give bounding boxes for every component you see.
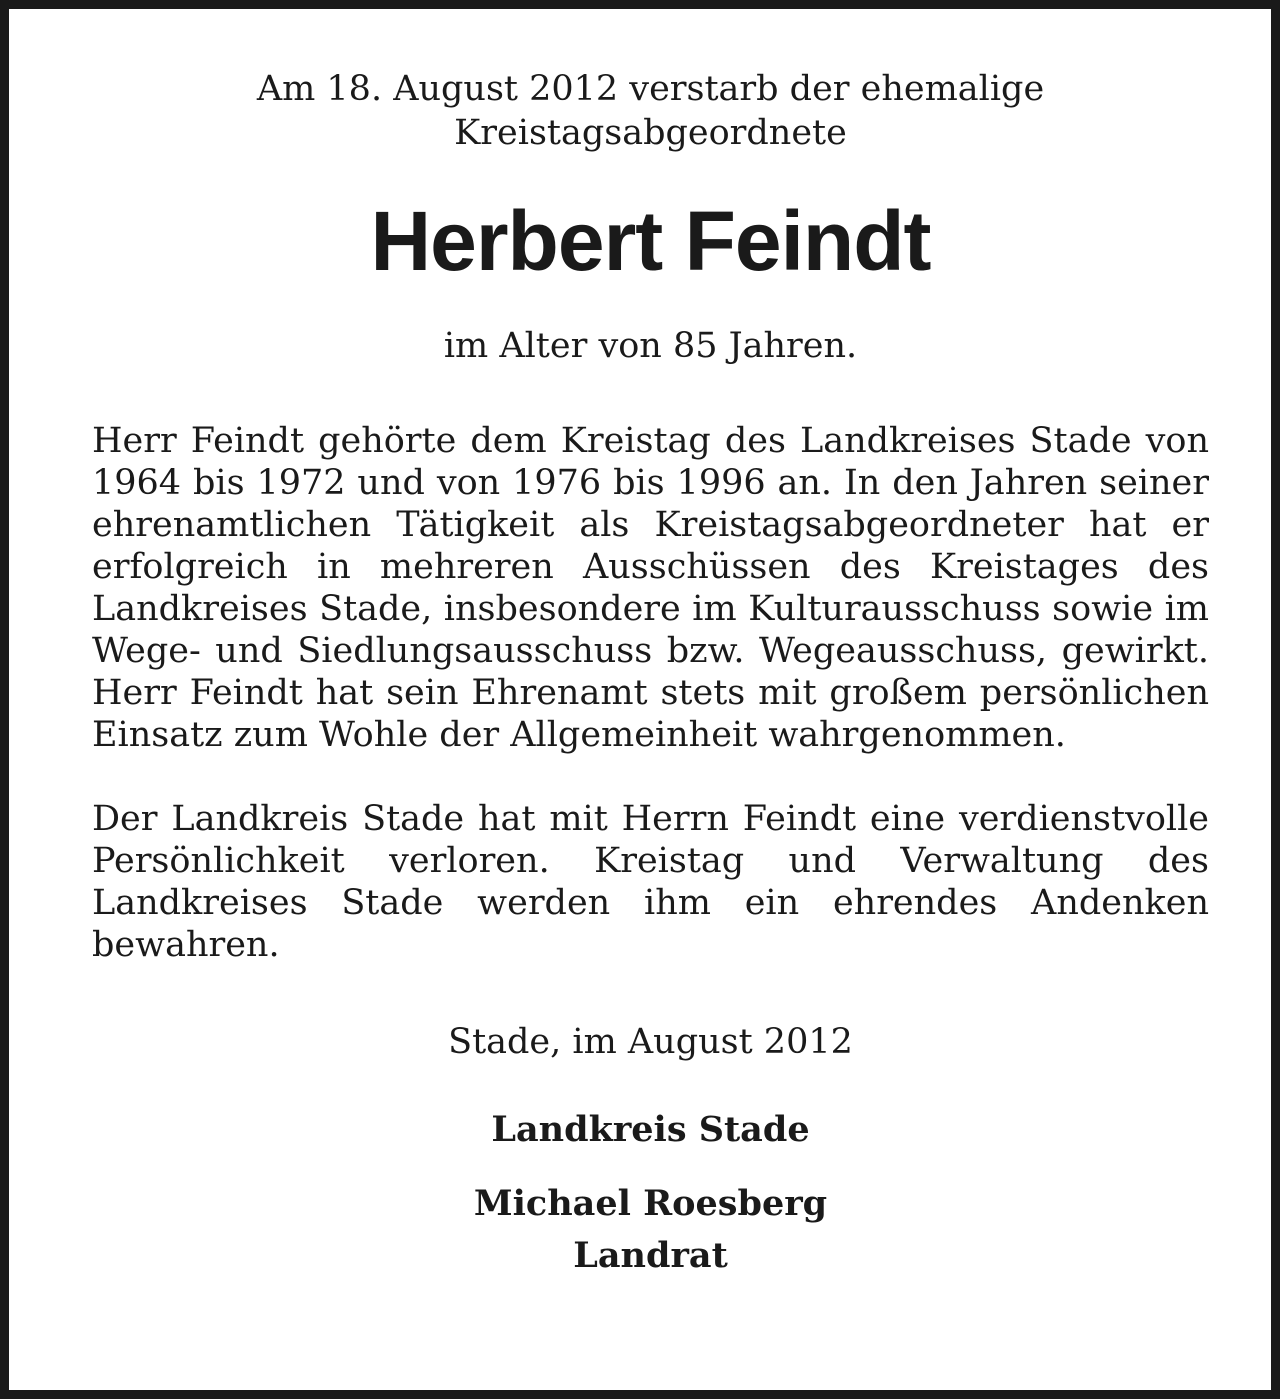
place-date: Stade, im August 2012 [448,1022,853,1062]
notice-content [92,67,1209,1282]
paragraph-service: Herr Feindt gehörte dem Kreistag des Landkreises Stade von 1964 bis 1972 und von 1976 bis 1996 an. In den Jahren seiner ehrenamtlichen Tätigkeit als Kreistagsabgeordneter hat er erfolgreich in mehreren Ausschüssen des Kreistages des Landkreises Stade, insbesondere im Kulturausschuss sowie im Wege- und Siedlungsausschuss bzw. Wegeausschuss, gewirkt. Herr Feindt hat sein Ehrenamt stets mit großem persönlichen Einsatz zum Wohle der Allgemeinheit wahrgenommen. [92,421,1209,755]
intro-line-1: Am 18. August 2012 verstarb der ehemalige [256,69,1045,109]
organization-name: Landkreis Stade [491,1109,810,1150]
paragraph-tribute: Der Landkreis Stade hat mit Herrn Feindt eine verdienstvolle Persönlichkeit verloren. Kreistag und Verwaltung des Landkreises Stade werden ihm ein ehrendes Andenken bewahren. [92,799,1209,965]
signer-name: Michael Roesberg [473,1183,828,1224]
signer-title: Landrat [573,1235,728,1276]
age-line: im Alter von 85 Jahren. [443,326,858,366]
deceased-name: Herbert Feindt [370,194,931,288]
intro-line-2: Kreistagsabgeordnete [454,113,847,153]
